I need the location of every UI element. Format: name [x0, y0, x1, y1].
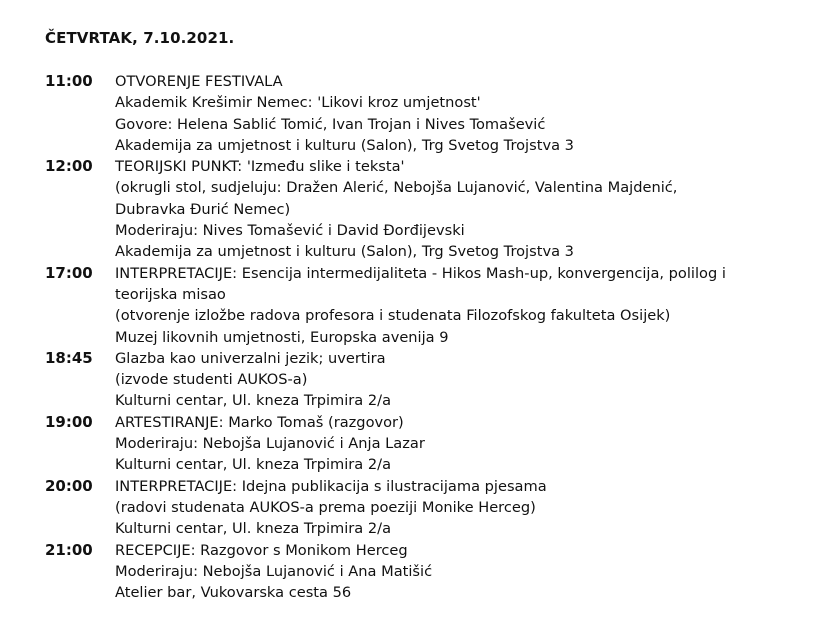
event-detail-line: (radovi studenata AUKOS-a prema poeziji Monike Herceg) [115, 498, 536, 516]
event-detail-line: Akademija za umjetnost i kulturu (Salon), Trg Svetog Trojstva 3 [115, 243, 574, 261]
event-time: 19:00 [45, 412, 93, 431]
event-detail-line: Akademija za umjetnost i kulturu (Salon), Trg Svetog Trojstva 3 [115, 136, 574, 154]
schedule-item [45, 412, 805, 476]
event-detail-line: Kulturni centar, Ul. kneza Trpimira 2/a [115, 456, 392, 474]
event-detail-line: (okrugli stol, sudjeluju: Dražen Alerić, Nebojša Lujanović, Valentina Majdenić, [115, 179, 678, 197]
event-detail-line: Kulturni centar, Ul. kneza Trpimira 2/a [115, 520, 392, 538]
event-time: 12:00 [45, 157, 93, 176]
schedule-item [45, 348, 805, 412]
event-time: 21:00 [45, 540, 93, 559]
event-title: ARTESTIRANJE: Marko Tomaš (razgovor) [115, 413, 404, 431]
event-time: 20:00 [45, 476, 93, 495]
schedule-list [45, 71, 805, 603]
event-detail-line: (izvode studenti AUKOS-a) [115, 371, 308, 389]
schedule-item [45, 476, 805, 540]
event-detail-line: Moderiraju: Nives Tomašević i David Đorđijevski [115, 222, 465, 240]
event-details [115, 540, 805, 604]
event-detail-line: Moderiraju: Nebojša Lujanović i Ana Matišić [115, 562, 433, 580]
event-detail-line: Akademik Krešimir Nemec: 'Likovi kroz umjetnost' [115, 94, 481, 112]
event-detail-line: Moderiraju: Nebojša Lujanović i Anja Lazar [115, 435, 425, 453]
day-heading: ČETVRTAK, 7.10.2021. [45, 29, 235, 47]
event-details [115, 412, 805, 476]
event-details [115, 348, 805, 412]
schedule-item [45, 71, 805, 156]
event-details [115, 156, 805, 262]
schedule-item [45, 263, 805, 348]
schedule-item [45, 156, 805, 262]
event-title: Glazba kao univerzalni jezik; uvertira [115, 349, 386, 367]
schedule-item [45, 540, 805, 604]
event-detail-line: Atelier bar, Vukovarska cesta 56 [115, 584, 352, 602]
event-detail-line: (otvorenje izložbe radova profesora i studenata Filozofskog fakulteta Osijek) [115, 307, 671, 325]
event-time: 11:00 [45, 72, 93, 90]
event-detail-line: teorijska misao [115, 285, 226, 303]
event-details [115, 71, 805, 156]
event-title: INTERPRETACIJE: Esencija intermedijaliteta - Hikos Mash-up, konvergencija, polilog i [115, 264, 726, 282]
event-detail-line: Kulturni centar, Ul. kneza Trpimira 2/a [115, 392, 392, 410]
event-title: RECEPCIJE: Razgovor s Monikom Herceg [115, 541, 408, 559]
event-time: 17:00 [45, 263, 93, 282]
event-detail-line: Muzej likovnih umjetnosti, Europska avenija 9 [115, 328, 449, 346]
event-detail-line: Dubravka Đurić Nemec) [115, 200, 291, 218]
event-title: INTERPRETACIJE: Idejna publikacija s ilustracijama pjesama [115, 477, 547, 495]
event-detail-line: Govore: Helena Sablić Tomić, Ivan Trojan i Nives Tomašević [115, 115, 546, 133]
event-title: TEORIJSKI PUNKT: 'Između slike i teksta' [115, 158, 405, 176]
event-title: OTVORENJE FESTIVALA [115, 73, 283, 90]
event-details [115, 476, 805, 540]
event-details [115, 263, 805, 348]
event-time: 18:45 [45, 348, 93, 367]
